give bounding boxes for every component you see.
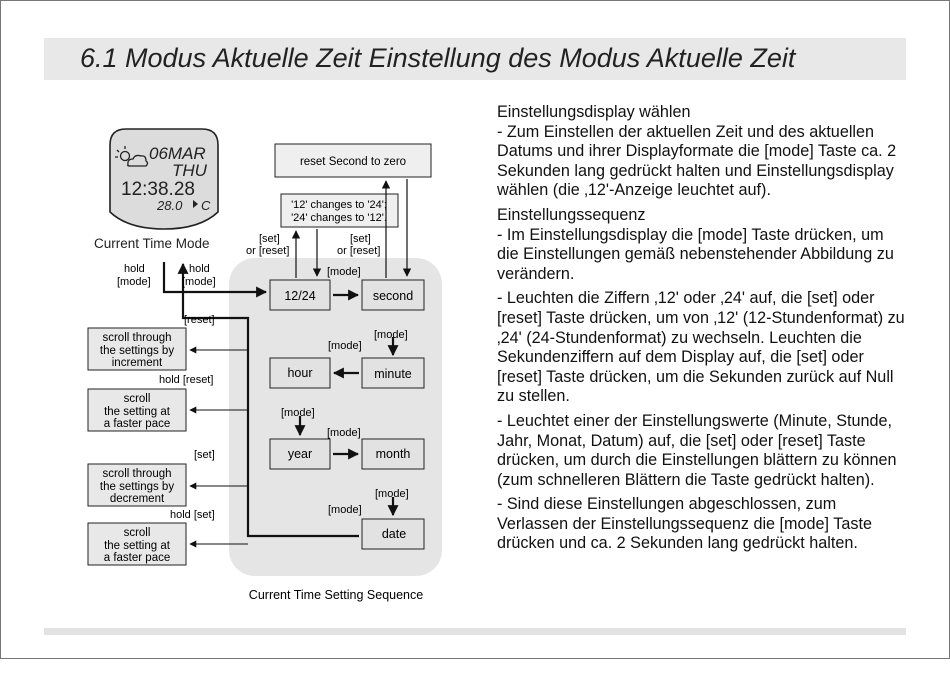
mode-label-4: [mode]: [281, 407, 315, 419]
box-hour-label: hour: [287, 366, 313, 380]
set-label-right: [set]: [350, 233, 371, 245]
increment-line3: increment: [111, 357, 163, 369]
box-12-24-label: 12/24: [284, 289, 316, 303]
watch-date: 06MAR: [149, 144, 206, 163]
format-change-line2: '24' changes to '12'.: [291, 212, 387, 224]
box-minute-label: minute: [374, 367, 412, 381]
mode-label-left: [mode]: [117, 276, 151, 288]
para-format: - Leuchten die Ziffern ‚12' oder ‚24' auf, die [set] oder [reset] Taste drücken, um von ‚12' (12-Stundenformat) zu ‚24' (24-Stundenformat) zu wechseln. Leuchten die Sekundenziffern auf dem Display auf, die [set] oder [reset] Taste drücken, um die Sekunden zurück auf Null zu stellen.: [497, 289, 905, 406]
box-month-label: month: [375, 447, 411, 461]
para-exit: - Sind diese Einstellungen abgeschlossen, zum Verlassen der Einstellungssequenz die [mode] Taste drücken und ca. 2 Sekunden lang gedrückt halten.: [497, 495, 872, 553]
box-year-label: year: [287, 447, 313, 461]
or-reset-label-left: or [reset]: [246, 245, 290, 257]
mode-label-right: [mode]: [182, 276, 216, 288]
mode-label-3: [mode]: [328, 340, 362, 352]
fast1-line1: scroll: [123, 393, 151, 405]
watch-temp: 28.0: [157, 198, 183, 213]
reset-label: [reset]: [184, 314, 215, 326]
instructions-text: [497, 103, 907, 559]
fast1-line3: a faster pace: [103, 418, 171, 430]
heading-sequence: Einstellungssequenz: [497, 205, 646, 224]
watch-temp-unit: C: [201, 198, 211, 213]
or-reset-label-right: or [reset]: [337, 245, 381, 257]
hold-label-right: hold: [189, 263, 210, 275]
hold-label-left: hold: [124, 263, 145, 275]
hold-reset-label: hold [reset]: [159, 374, 214, 386]
mode-label-5: [mode]: [327, 427, 361, 439]
page-title: 6.1 Modus Aktuelle Zeit Einstellung des Modus Aktuelle Zeit: [80, 43, 796, 73]
set-label-side: [set]: [194, 449, 215, 461]
watch-day: THU: [172, 161, 207, 180]
current-time-mode-label: Current Time Mode: [94, 236, 210, 251]
decrement-line3: decrement: [109, 493, 165, 505]
mode-label-7: [mode]: [328, 504, 362, 516]
watch-face: [110, 129, 218, 229]
box-second-label: second: [372, 289, 414, 303]
reset-second-text: reset Second to zero: [299, 156, 407, 168]
para-select-display: - Zum Einstellen der aktuellen Zeit und des aktuellen Datums und ihrer Displayformate die [mode] Taste ca. 2 Sekunden lang gedrückt halten und Einstellungsdisplay wählen (die ‚12'-Anzeige leuchtet auf).: [497, 122, 897, 200]
mode-label-6: [mode]: [375, 488, 409, 500]
fast1-line2: the setting at: [104, 406, 170, 418]
heading-select-display: Einstellungsdisplay wählen: [497, 103, 691, 121]
mode-label-2: [mode]: [374, 329, 408, 341]
set-label-left: [set]: [259, 233, 280, 245]
box-date-label: date: [381, 527, 407, 541]
decrement-line2: the settings by: [99, 481, 175, 493]
hold-set-label: hold [set]: [170, 509, 215, 521]
mode-label-1: [mode]: [327, 266, 361, 278]
para-values: - Leuchtet einer der Einstellungswerte (Minute, Stunde, Jahr, Monat, Datum) auf, die [set] oder [reset] Taste drücken, um durch die Einstellungen blättern zu können (zum schnelleren Blättern die Taste gedrückt halten).: [497, 411, 897, 489]
para-sequence: - Im Einstellungsdisplay die [mode] Taste drücken, um die Einstellungen gemäß nebenstehender Abbildung zu verändern.: [497, 225, 894, 283]
fast2-line1: scroll: [123, 527, 151, 539]
format-change-line1: '12' changes to '24';: [291, 199, 387, 211]
setting-sequence-label: Current Time Setting Sequence: [248, 588, 424, 602]
decrement-line1: scroll through: [102, 468, 172, 480]
fast2-line3: a faster pace: [103, 552, 171, 564]
increment-line2: the settings by: [99, 345, 175, 357]
increment-line1: scroll through: [102, 332, 172, 344]
fast2-line2: the setting at: [104, 540, 170, 552]
watch-time: 12:38.28: [121, 179, 195, 200]
